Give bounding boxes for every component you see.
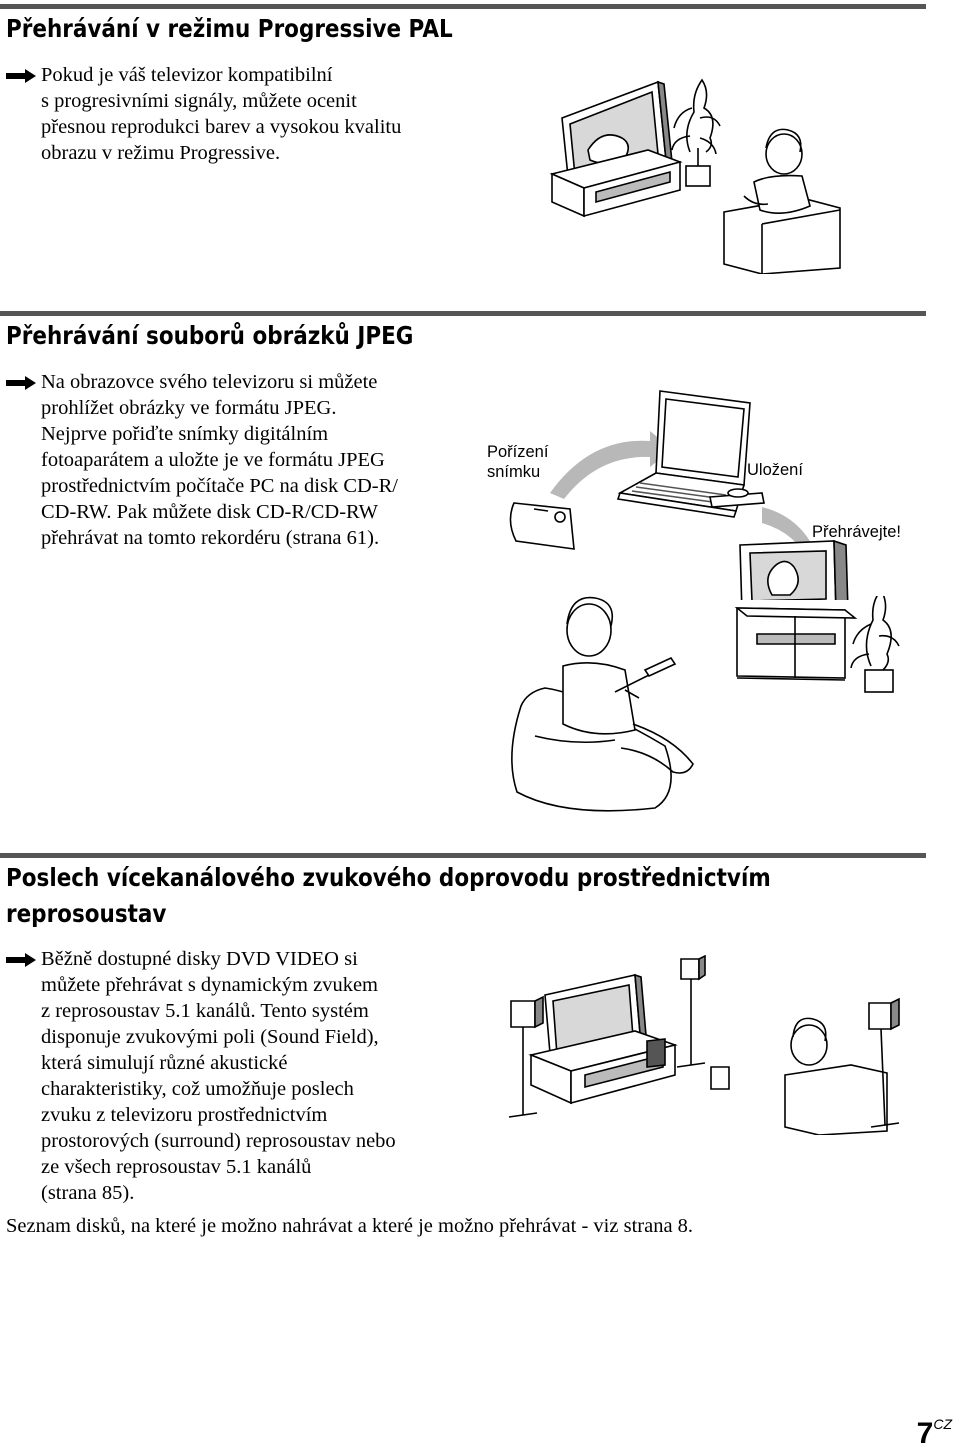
section-body-text: Na obrazovce svého televizoru si můžete prohlížet obrázky ve formátu JPEG. Nejprve pořiďte snímky digitálním fotoaparátem a uložte je ve formátu JPEG prostřednictvím počítače PC na disk CD-R/ CD-RW. Pak můžete disk CD-R/CD-RW přehrávat na tomto rekordéru (strana 61).	[41, 371, 398, 549]
surround-speakers-illustration	[495, 955, 915, 1135]
label-capture: Pořízení snímku	[487, 443, 549, 481]
section-rule	[0, 853, 926, 858]
section-body-surround	[6, 946, 396, 1206]
section-heading-surround: Poslech vícekanálového zvukového doprovodu prostřednictvím reprosoustav	[6, 863, 771, 928]
section-body-jpeg	[6, 369, 398, 551]
page-number-value: 7	[916, 1417, 934, 1450]
section-body-text: Běžně dostupné disky DVD VIDEO si můžete přehrávat s dynamickým zvukem z reprosoustav 5.1 kanálů. Tento systém disponuje zvukovými poli (Sound Field), která simulují různé akustické charakteristiky, což umožňuje poslech zvuku z televizoru prostřednictvím prostorových (surround) reprosoustav nebo ze všech reprosoustav 5.1 kanálů (strana 85).	[41, 948, 396, 1204]
section-heading-jpeg: Přehrávání souborů obrázků JPEG	[6, 321, 414, 350]
section-heading-progressive: Přehrávání v režimu Progressive PAL	[6, 14, 453, 43]
arrow-icon	[6, 953, 36, 967]
footnote: Seznam disků, na které je možno nahrávat a které je možno přehrávat - viz strana 8.	[6, 1215, 694, 1237]
section-rule	[0, 311, 926, 316]
arrow-icon	[6, 376, 36, 390]
section-body-progressive	[6, 62, 401, 166]
label-save: Uložení	[747, 461, 803, 479]
arrow-icon	[6, 69, 36, 83]
page-number-suffix: CZ	[933, 1416, 952, 1432]
label-play: Přehrávejte!	[812, 523, 901, 541]
jpeg-workflow-illustration	[500, 385, 920, 600]
tv-viewing-illustration	[505, 596, 915, 818]
section-rule	[0, 4, 926, 9]
page-number	[917, 1416, 952, 1451]
section-body-text: Pokud je váš televizor kompatibilní s progresivními signály, můžete ocenit přesnou reprodukci barev a vysokou kvalitu obrazu v režimu Progressive.	[41, 64, 402, 164]
progressive-tv-illustration	[540, 78, 880, 274]
